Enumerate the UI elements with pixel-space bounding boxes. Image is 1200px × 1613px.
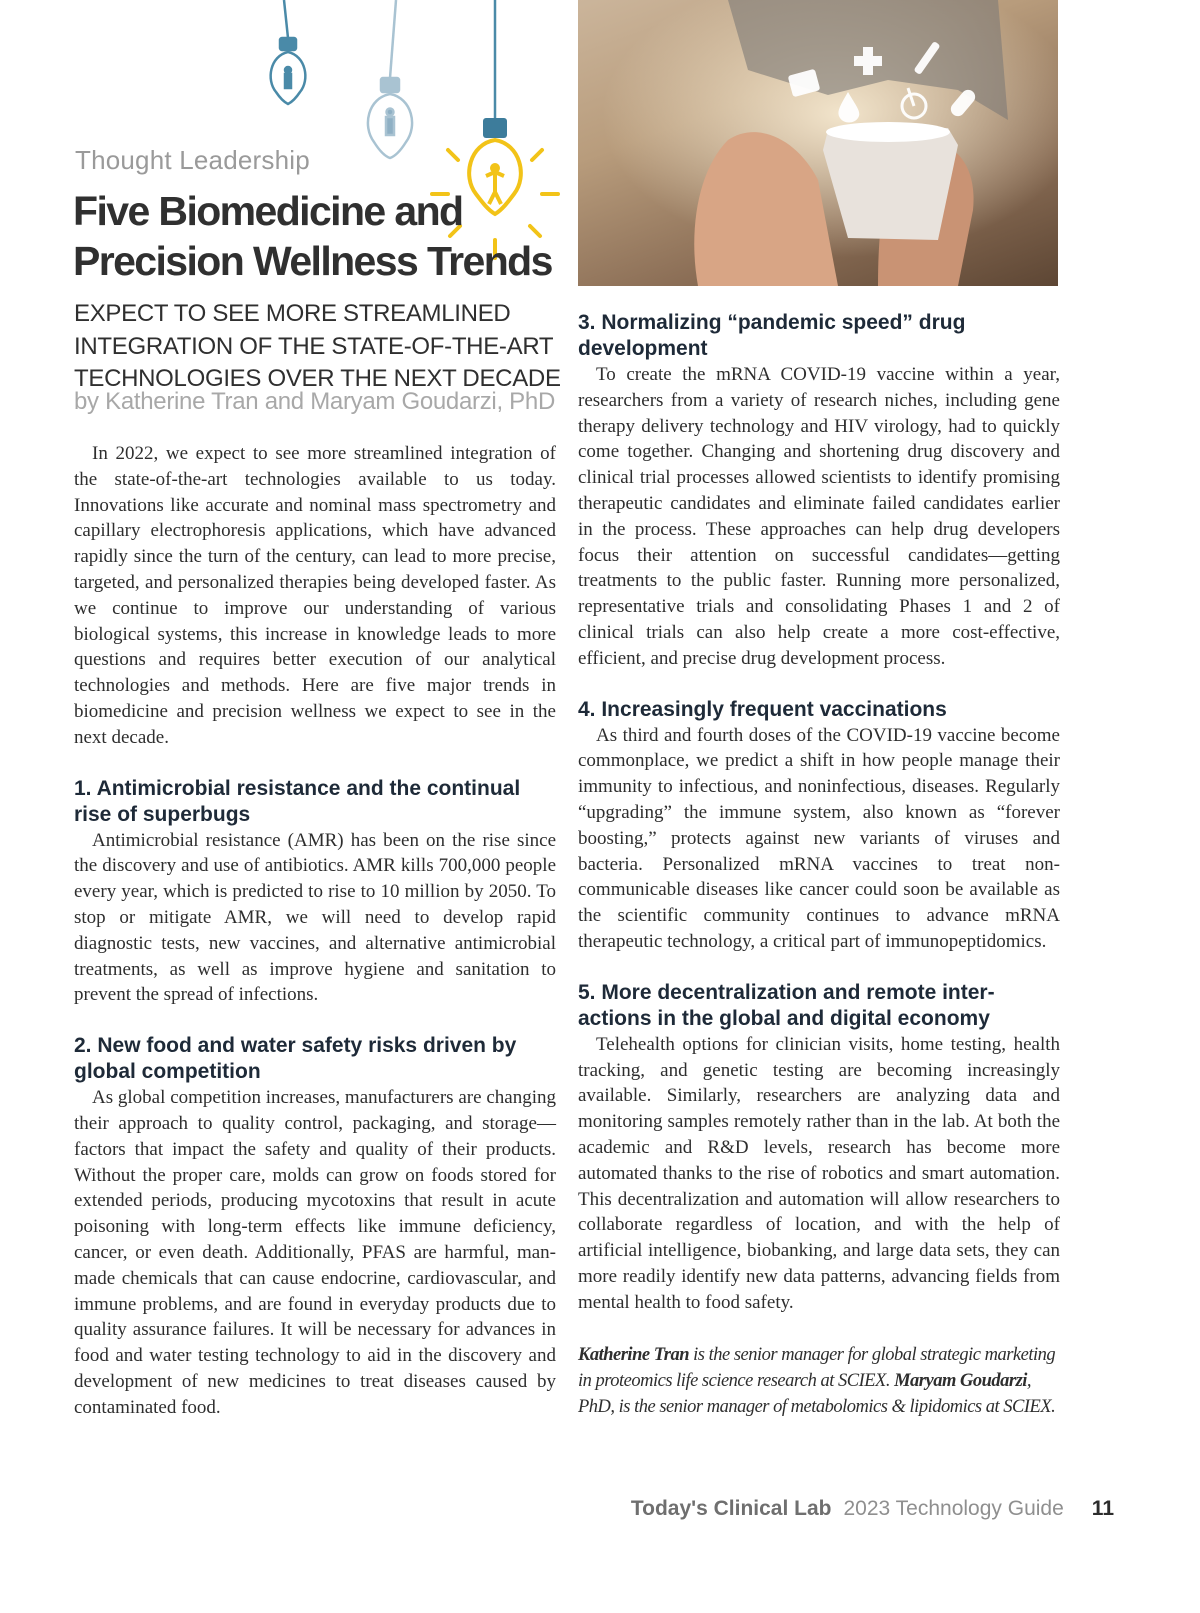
author-name-2: Maryam Goudarzi [894,1370,1027,1391]
lightbulb-person-icon [368,0,412,158]
section-heading-5: 5. More decentralization and remote interactions in the global and digital economy [578,980,995,1030]
section-body-4: As third and fourth doses of the COVID-19 vaccine become commonplace, we predict a shift in how people manage their immunity to infectious, and noninfectious, diseases. Regularly “upgrading” the immune system, also known as “forever boosting,” protects against new variants of viruses and bacteria. Personalized mRNA vaccines to treat non-communicable diseases like cancer could soon be available as the scientific community continues to advance mRNA therapeutic technology, a critical part of immunopeptidomics. [578,724,1060,952]
section-heading-4: 4. Increasingly frequent vaccinations [578,697,947,721]
article-subtitle [74,298,574,396]
subtitle-line-2: INTEGRATION OF THE STATE-OF-THE-ART [74,332,554,360]
guide-name: 2023 Technology Guide [843,1497,1064,1520]
left-column [74,441,556,1421]
author-bio-text-1: is the senior manager for global strategic marketing in proteomics life science research at SCIEX. [578,1344,1056,1391]
author-name-1: Katherine Tran [578,1344,690,1365]
section-heading-3: 3. Normalizing “pandemic speed” drug development [578,311,966,360]
intro-paragraph: In 2022, we expect to see more streamlined integration of the state-of-the-art technologies available to us today. Innovations like accurate and nominal mass spectrometry and capillary electrophoresis applications, which have advanced rapidly since the turn of the century, can lead to more precise, targeted, and personalized therapies being developed faster. As we continue to improve our understanding of various biological systems, this increase in knowledge leads to more questions and requires better execution of our analytical technologies and methods. Here are five major trends in biomedicine and precision wellness we expect to see in the next decade. [74,443,556,748]
subtitle-line-3: TECHNOLOGIES OVER THE NEXT DECADE [74,365,561,392]
section-body-2: As global competition increases, manufacturers are changing their approach to quality control, packaging, and storage—factors that impact the safety and quality of their products. Without the proper care, molds can grow on foods stored for extended periods, producing mycotoxins that result in acute poisoning with long-term effects like immune deficiency, cancer, or even death. Additionally, PFAS are harmful, man-made chemicals that can cause endocrine, cardiovascular, and immune problems, and are found in everyday products due to quality assurance failures. It will be necessary for advances in food and water testing technology to aid in the discovery and development of new medicines to treat diseases caused by contaminated food. [74,1087,556,1418]
hero-photo [578,0,1058,286]
section-heading-2: 2. New food and water safety risks driven by global competition [74,1034,517,1084]
author-bio-text-2: , PhD, is the senior manager of metabolomics & lipidomics at SCIEX. [578,1370,1056,1417]
lightbulb-person-icon [271,0,306,104]
page-number: 11 [1091,1497,1114,1520]
subtitle-line-1: EXPECT TO SEE MORE STREAMLINED [74,300,511,327]
author-bio [578,1342,1060,1420]
publication-name: Today's Clinical Lab [630,1497,832,1520]
section-heading-1: 1. Antimicrobial resistance and the continual rise of superbugs [74,776,521,826]
title-line-2: Precision Wellness Trends [73,238,552,284]
section-body-3: To create the mRNA COVID-19 vaccine within a year, researchers from a variety of research niches, including gene therapy delivery technology and HIV virology, had to quickly come together. Changing and shortening drug discovery and clinical trial processes allowed scientists to identify promising therapeutic candidates and eliminate failed candidates earlier in the process. These approaches can help drug developers focus their attention on successful candidates—getting treatments to the public faster. Running more personalized, representative trials and consolidating Phases 1 and 2 of clinical trials can also help create a more cost-effective, efficient, and precise drug development process. [578,364,1060,669]
section-kicker: Thought Leadership [75,145,310,175]
page-footer [631,1497,1114,1521]
title-line-1: Five Biomedicine and [73,188,463,234]
right-column [578,310,1060,1420]
article-title [73,186,552,286]
section-body-5: Telehealth options for clinician visits, home testing, health tracking, and genetic testing are becoming increasingly available. Similarly, researchers are analyzing data and monitoring samples remotely rather than in the lab. At both the academic and R&D levels, research has become more automated thanks to the rise of robotics and smart automation. This decentralization and automation will allow researchers to collaborate regardless of location, and with the help of artificial intelligence, biobanking, and large data sets, they can more readily identify new data patterns, advancing fields from mental health to food safety. [578,1033,1060,1313]
byline: by Katherine Tran and Maryam Goudarzi, PhD [74,388,555,415]
section-body-1: Antimicrobial resistance (AMR) has been on the rise since the discovery and use of antibiotics. AMR kills 700,000 people every year, which is predicted to rise to 10 million by 2050. To stop or mitigate AMR, we will need to develop rapid diagnostic tests, new vaccines, and alternative antimicrobial treatments, as well as improve hygiene and sanitation to prevent the spread of infections. [74,829,556,1006]
